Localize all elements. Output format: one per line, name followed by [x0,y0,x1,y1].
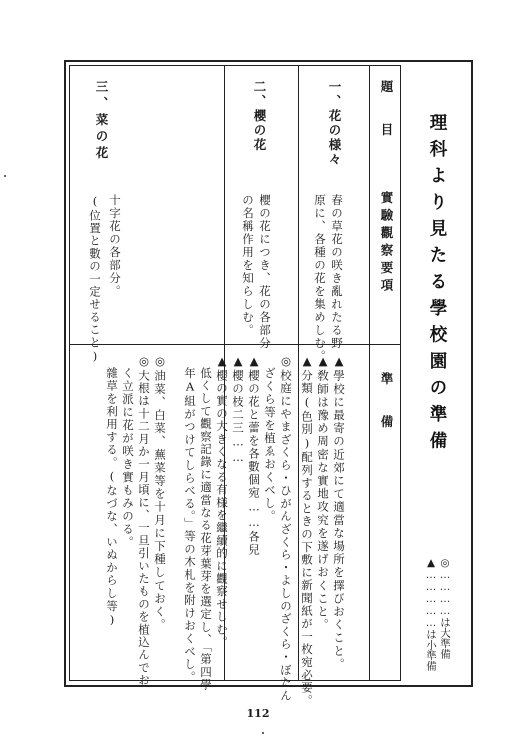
row-divider [70,344,400,345]
row3-topic: 三、菜の花 [94,80,109,163]
row2-prep-7: 年A組がつけてしらべる。」等の木札を附けおくべし。 [183,354,197,684]
page-number: 112 [246,707,270,720]
row3-prep-2: ◎大根は十二月か一月頃に、一旦引いたものを植込んでお [137,354,151,687]
row3-prep-1: ◎油菜、白菜、蕪菜等を十月に下種しておく。 [153,354,167,632]
double-circle-icon: ◎ [439,557,451,569]
row2-topic: 二、櫻の花 [252,80,267,153]
row1-points-line1: 春の草花の咲き亂れたる野 [330,194,344,350]
header-topic: 題 目 [379,80,394,145]
title-column [403,67,466,680]
row3-prep-3: く立派に花が咲き實もみのる。 [121,354,135,549]
legend-big-text: …………は大準備 [439,569,451,659]
triangle-icon: ▲ [425,557,437,569]
row2-prep-2: ざくら等を植ゑおくべし。 [263,354,277,523]
row1-topic: 一、花の様々 [327,80,342,167]
row2-prep-1: ◎校庭にやまざくら・ひがんざくら・よしのざくら・ぼたん [279,354,293,703]
row1-points-line2: 原に、各種の花を集めしむ。 [313,194,327,363]
column-divider [298,66,299,680]
row1-prep-2: ▲敎師は豫め周密な實地攻究を遂げおくこと。 [316,354,330,632]
legend-small-prep [424,557,439,671]
legend-big-prep [438,557,453,659]
row3-points-line1: 十字花の各部分。 [108,194,122,298]
row3-prep-4: 雜草を利用する。(なづな、いぬからし等) [105,354,119,628]
row1-prep-1: ▲學校に最寄の近郊にて適當な場所を擇びおくこと。 [332,354,346,671]
row2-points-line1: 櫻の花につき、花の各部分 [258,194,272,350]
row2-points-line2: の名稱作用を知らしむ。 [241,194,255,337]
row3-points-line2: (位置と數の一定せること) [88,194,102,365]
row1-prep-3: ▲分類(色別)配列するときの下敷に新聞紙が一枚宛必要。 [300,354,314,708]
column-divider [369,66,370,680]
row2-prep-3: ▲櫻の花と蕾を各數個宛……各兒 [247,354,261,557]
row2-prep-5: ▲櫻の實の大きくなる有様を繼續的に觀察せしむ。 [215,354,229,649]
header-prep: 準 備 [379,372,394,437]
speck [4,175,6,177]
page-title: 理科より見たる學校園の準備 [427,113,447,458]
header-points: 實驗觀察要項 [379,191,394,296]
legend-small-text: ……………は小準備 [425,569,437,671]
speck [262,732,264,734]
row2-prep-4: ▲櫻の枝二三…… [231,354,245,466]
preparation-table [69,65,401,708]
row2-prep-6: 低くして觀察記錄に適當なる花芽葉芽を選定し、「第四學 [199,354,213,692]
